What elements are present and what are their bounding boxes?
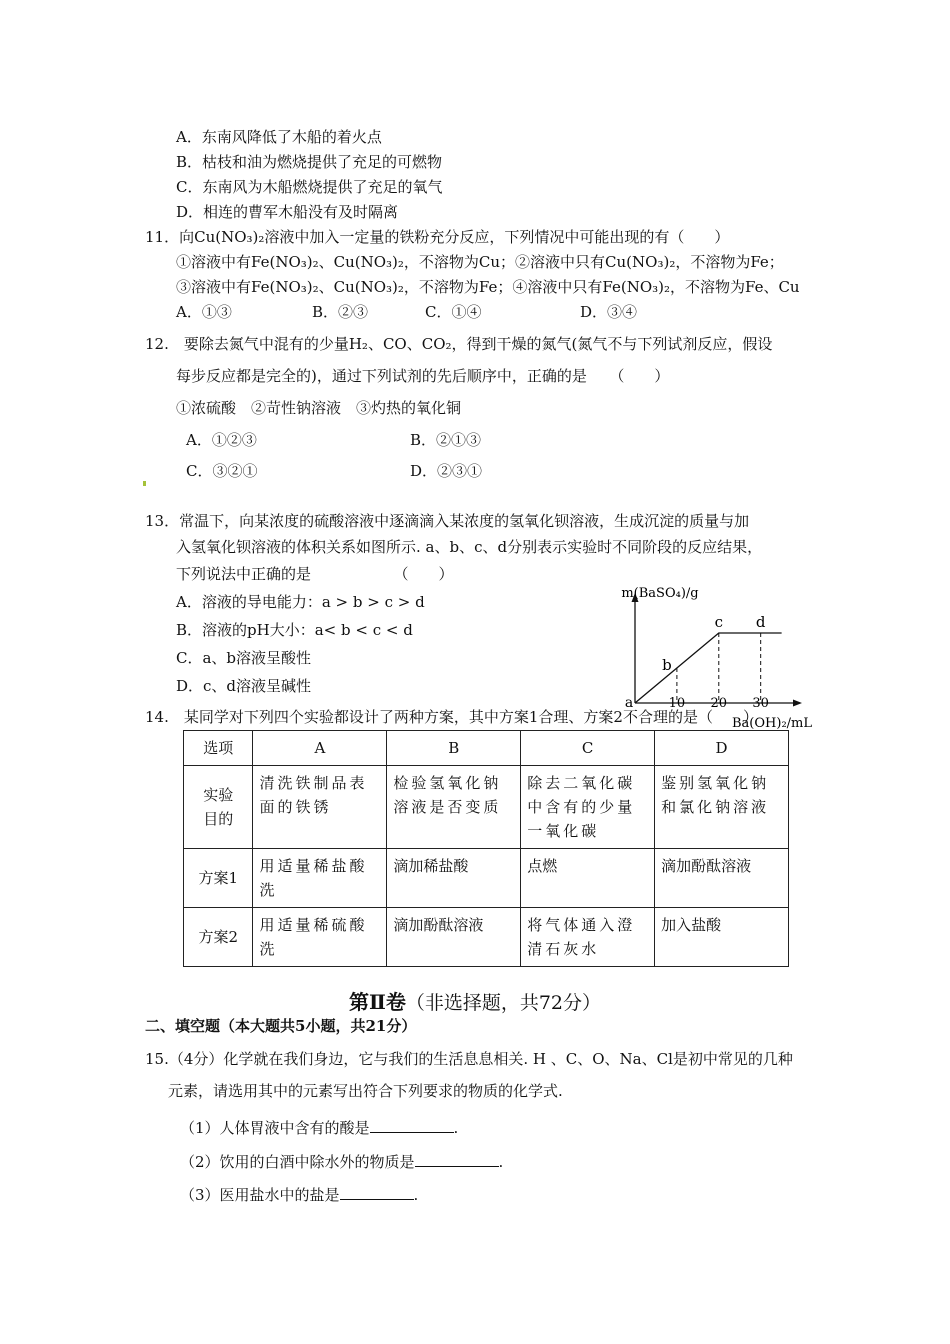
green-mark bbox=[143, 481, 146, 486]
point-label: c bbox=[714, 613, 723, 631]
q11-stem: 11．向Cu(NO₃)₂溶液中加入一定量的铁粉充分反应，下列情况中可能出现的有（ ） bbox=[145, 228, 730, 246]
q13-option-b: B．溶液的pH大小：a< b < c < d bbox=[176, 621, 413, 639]
table-header-cell: 选项 bbox=[184, 731, 253, 766]
q10-option-c: C．东南风为木船燃烧提供了充足的氧气 bbox=[176, 178, 443, 196]
q11-option-b: B．②③ bbox=[312, 303, 369, 321]
q13-stem-line1: 13．常温下，向某浓度的硫酸溶液中逐滴滴入某浓度的氢氧化钡溶液，生成沉淀的质量与加 bbox=[145, 512, 750, 530]
table-header-cell: C bbox=[521, 731, 655, 766]
table-row bbox=[184, 766, 789, 849]
q13-stem-line2: 入氢氧化钡溶液的体积关系如图所示. a、b、c、d分别表示实验时不同阶段的反应结果， bbox=[176, 538, 763, 556]
table-cell: 检验氢氧化钠溶液是否变质 bbox=[387, 766, 521, 849]
point-label: d bbox=[755, 613, 766, 631]
q12-stem-line2: 每步反应都是完全的)，通过下列试剂的先后顺序中，正确的是 （ ） bbox=[176, 367, 670, 385]
q10-option-a: A．东南风降低了木船的着火点 bbox=[176, 128, 382, 146]
q15-sub2-text: （2）饮用的白酒中除水外的物质是 bbox=[180, 1153, 415, 1171]
q13-stem-line3: 下列说法中正确的是 （ ） bbox=[176, 565, 454, 583]
q11-option-a: A．①③ bbox=[176, 303, 232, 321]
section-title-sub: （非选择题，共72分） bbox=[405, 992, 602, 1014]
period: . bbox=[413, 1186, 419, 1204]
q10-option-b: B．枯枝和油为燃烧提供了充足的可燃物 bbox=[176, 153, 443, 171]
q15-sub2 bbox=[180, 1150, 503, 1172]
series-line bbox=[635, 633, 782, 703]
table-header-cell: A bbox=[253, 731, 387, 766]
q14-stem: 14. 某同学对下列四个实验都设计了两种方案，其中方案1合理、方案2不合理的是（ ） bbox=[145, 708, 758, 726]
row-label: 方案1 bbox=[184, 849, 253, 908]
q12-stem-line1: 12. 要除去氮气中混有的少量H₂、CO、CO₂，得到干燥的氮气(氮气不与下列试剂反应，假设 bbox=[145, 335, 773, 353]
q14-table bbox=[183, 730, 789, 967]
table-cell: 用适量稀盐酸洗 bbox=[253, 849, 387, 908]
q11-line2: ③溶液中有Fe(NO₃)₂、Cu(NO₃)₂，不溶物为Fe；④溶液中只有Fe(NO₃)₂，不溶物为Fe、Cu bbox=[176, 278, 800, 296]
table-cell: 滴加酚酞溶液 bbox=[387, 908, 521, 967]
q10-option-d: D．相连的曹军木船没有及时隔离 bbox=[176, 203, 399, 221]
x-tick-label: 30 bbox=[752, 696, 769, 711]
q15-sub1-text: （1）人体胃液中含有的酸是 bbox=[180, 1119, 370, 1137]
q15-stem-line1: 15.（4分）化学就在我们身边，它与我们的生活息息相关. H 、C、O、Na、Cl是初中常见的几种 bbox=[145, 1050, 793, 1068]
table-cell: 滴加稀盐酸 bbox=[387, 849, 521, 908]
x-axis-arrow bbox=[793, 700, 802, 707]
q12-reagents: ①浓硫酸 ②苛性钠溶液 ③灼热的氧化铜 bbox=[176, 399, 462, 417]
period: . bbox=[498, 1153, 504, 1171]
q15-sub3 bbox=[180, 1183, 418, 1205]
q12-option-d: D．②③① bbox=[410, 462, 483, 480]
table-cell: 清洗铁制品表面的铁锈 bbox=[253, 766, 387, 849]
q15-sub3-text: （3）医用盐水中的盐是 bbox=[180, 1186, 340, 1204]
point-label: b bbox=[662, 656, 672, 674]
q11-option-d: D．③④ bbox=[580, 303, 638, 321]
point-label: a bbox=[624, 695, 634, 711]
table-header-row bbox=[184, 731, 789, 766]
table-row bbox=[184, 908, 789, 967]
answer-blank-2[interactable] bbox=[415, 1150, 499, 1167]
period: . bbox=[453, 1119, 459, 1137]
table-cell: 点燃 bbox=[521, 849, 655, 908]
y-axis-label: m(BaSO₄)/g bbox=[621, 586, 699, 601]
row-label: 实验目的 bbox=[184, 766, 253, 849]
q15-sub1 bbox=[180, 1116, 458, 1138]
answer-blank-3[interactable] bbox=[340, 1183, 414, 1200]
x-tick-label: 20 bbox=[710, 696, 728, 711]
q13-option-c: C．a、b溶液呈酸性 bbox=[176, 649, 312, 667]
q12-option-c: C．③②① bbox=[186, 462, 258, 480]
q11-option-c: C．①④ bbox=[425, 303, 482, 321]
q12-option-a: A．①②③ bbox=[186, 431, 257, 449]
table-cell: 滴加酚酞溶液 bbox=[655, 849, 789, 908]
q13-option-a: A．溶液的导电能力：a > b > c > d bbox=[176, 593, 425, 611]
table-header-cell: B bbox=[387, 731, 521, 766]
table-header-cell: D bbox=[655, 731, 789, 766]
part2-heading: 二、填空题（本大题共5小题，共21分） bbox=[145, 1017, 417, 1035]
table-cell: 鉴别氢氧化钠和氯化钠溶液 bbox=[655, 766, 789, 849]
table-cell: 用适量稀硫酸洗 bbox=[253, 908, 387, 967]
q11-line1: ①溶液中有Fe(NO₃)₂、Cu(NO₃)₂，不溶物为Cu；②溶液中只有Cu(NO₃)₂，不溶物为Fe； bbox=[176, 253, 784, 271]
row-label: 方案2 bbox=[184, 908, 253, 967]
section-title bbox=[0, 986, 950, 1015]
x-tick-label: 10 bbox=[668, 696, 686, 711]
q15-stem-line2: 元素，请选用其中的元素写出符合下列要求的物质的化学式. bbox=[168, 1082, 563, 1100]
q13-option-d: D．c、d溶液呈碱性 bbox=[176, 677, 312, 695]
table-cell: 将气体通入澄清石灰水 bbox=[521, 908, 655, 967]
table-cell: 除去二氧化碳中含有的少量一氧化碳 bbox=[521, 766, 655, 849]
answer-blank-1[interactable] bbox=[370, 1116, 454, 1133]
table-cell: 加入盐酸 bbox=[655, 908, 789, 967]
x-axis-label: Ba(OH)₂/mL bbox=[732, 716, 812, 731]
q12-option-b: B．②①③ bbox=[410, 431, 482, 449]
section-title-main: 第Ⅱ卷 bbox=[348, 990, 406, 1014]
table-row bbox=[184, 849, 789, 908]
